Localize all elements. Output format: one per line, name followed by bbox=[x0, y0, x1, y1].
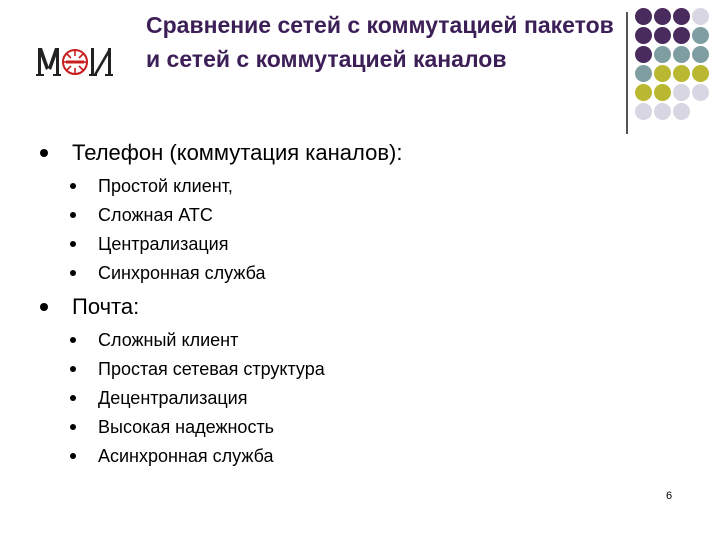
bullet-dot-icon bbox=[70, 424, 76, 430]
decor-dot bbox=[692, 65, 709, 82]
sub-bullet-item bbox=[40, 259, 680, 288]
bullet-dot-icon bbox=[70, 212, 76, 218]
decor-dot bbox=[692, 46, 709, 63]
sub-bullet-item bbox=[40, 326, 680, 355]
decor-dot bbox=[654, 103, 671, 120]
decor-dot bbox=[654, 46, 671, 63]
sub-bullet-text: Простой клиент, bbox=[98, 176, 233, 196]
bullet-dot-icon bbox=[70, 241, 76, 247]
bullet-dot-icon bbox=[40, 303, 48, 311]
sub-bullet-text: Высокая надежность bbox=[98, 417, 275, 437]
bullet-dot-icon bbox=[70, 270, 76, 276]
bullet-text: Почта: bbox=[72, 294, 140, 319]
sub-bullet-item bbox=[40, 413, 680, 442]
sub-bullet-item bbox=[40, 355, 680, 384]
sub-bullet-text: Централизация bbox=[98, 234, 229, 254]
decor-dot bbox=[673, 103, 690, 120]
bullet-dot-icon bbox=[70, 395, 76, 401]
decor-dot bbox=[673, 27, 690, 44]
sub-bullet-text: Синхронная служба bbox=[98, 263, 266, 283]
decor-dot bbox=[635, 65, 652, 82]
decor-dot bbox=[654, 65, 671, 82]
sub-bullet-item bbox=[40, 230, 680, 259]
decor-dot bbox=[635, 27, 652, 44]
page-number: 6 bbox=[666, 490, 673, 502]
decor-dot bbox=[635, 46, 652, 63]
decor-dot bbox=[692, 8, 709, 25]
sub-bullet-text: Простая сетевая структура bbox=[98, 359, 325, 379]
bullet-item bbox=[40, 292, 680, 322]
bullet-dot-icon bbox=[70, 337, 76, 343]
sub-bullet-item bbox=[40, 384, 680, 413]
bullet-list bbox=[40, 138, 680, 471]
decor-dot bbox=[635, 84, 652, 101]
decor-dot bbox=[673, 65, 690, 82]
decor-dot bbox=[635, 8, 652, 25]
sub-bullet-text: Сложный клиент bbox=[98, 330, 239, 350]
sub-bullet-text: Сложная АТС bbox=[98, 205, 213, 225]
sub-bullet-item bbox=[40, 201, 680, 230]
bullet-dot-icon bbox=[70, 366, 76, 372]
sub-bullet-text: Децентрализация bbox=[98, 388, 248, 408]
sub-bullet-text: Асинхронная служба bbox=[98, 446, 274, 466]
decor-dot bbox=[673, 46, 690, 63]
decor-dot bbox=[654, 8, 671, 25]
decor-dot bbox=[635, 103, 652, 120]
bullet-dot-icon bbox=[70, 183, 76, 189]
sub-bullet-item bbox=[40, 442, 680, 471]
decor-dot bbox=[654, 27, 671, 44]
sub-bullet-item bbox=[40, 172, 680, 201]
mei-logo bbox=[36, 42, 116, 82]
decor-dot bbox=[673, 8, 690, 25]
bullet-text: Телефон (коммутация каналов): bbox=[72, 140, 403, 165]
bullet-dot-icon bbox=[70, 453, 76, 459]
decor-dot bbox=[673, 84, 690, 101]
decor-dot bbox=[654, 84, 671, 101]
title-divider bbox=[626, 12, 628, 134]
decor-dot bbox=[692, 27, 709, 44]
decor-dot bbox=[692, 84, 709, 101]
slide-title: Сравнение сетей с коммутацией пакетов и сетей с коммутацией каналов bbox=[146, 12, 614, 72]
bullet-dot-icon bbox=[40, 149, 48, 157]
bullet-item bbox=[40, 138, 680, 168]
